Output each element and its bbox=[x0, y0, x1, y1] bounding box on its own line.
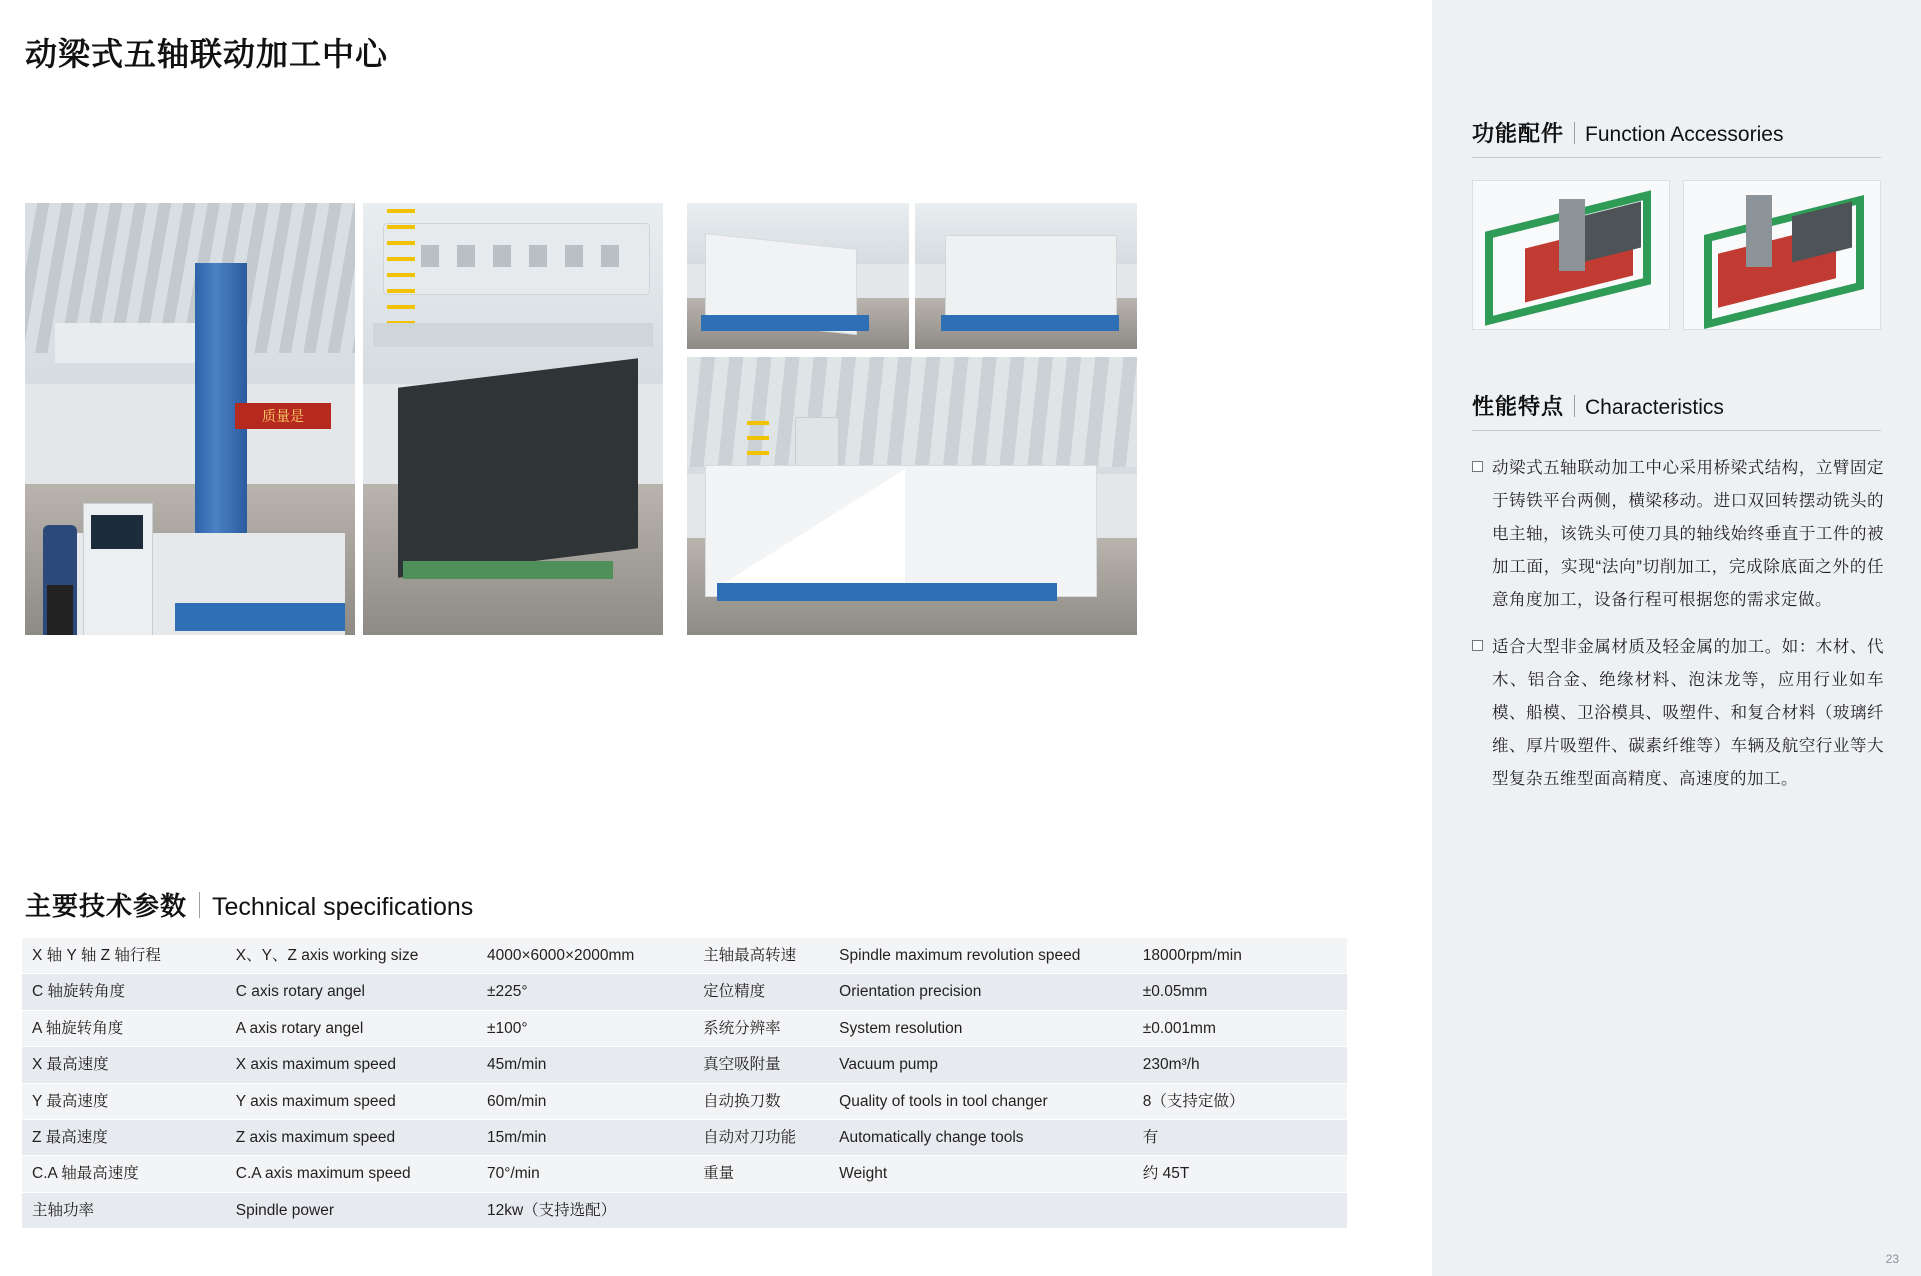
specifications-heading-en: Technical specifications bbox=[212, 893, 474, 921]
function-accessories-heading-cn: 功能配件 bbox=[1472, 121, 1565, 146]
table-row bbox=[22, 1010, 1347, 1046]
list-item bbox=[1472, 631, 1884, 796]
gantry-worktable-photo bbox=[363, 203, 663, 635]
cell-val-right: 8（支持定做） bbox=[1133, 1083, 1347, 1119]
heading-rule bbox=[1472, 157, 1881, 158]
cell-cn-left: 主轴功率 bbox=[22, 1192, 226, 1228]
specifications-heading bbox=[25, 886, 473, 923]
cell-en-left: A axis rotary angel bbox=[226, 1010, 477, 1046]
table-row bbox=[22, 1192, 1347, 1228]
cell-val-right: ±0.001mm bbox=[1133, 1010, 1347, 1046]
cell-val-left: ±225° bbox=[477, 974, 693, 1010]
cell-cn-left: A 轴旋转角度 bbox=[22, 1010, 226, 1046]
function-accessories-heading bbox=[1472, 117, 1783, 148]
cell-val-right: ±0.05mm bbox=[1133, 974, 1347, 1010]
accessory-render-left bbox=[1472, 180, 1670, 330]
cell-cn-left: X 最高速度 bbox=[22, 1047, 226, 1083]
cell-en-left: Z axis maximum speed bbox=[226, 1119, 477, 1155]
cell-cn-right: 重量 bbox=[693, 1156, 829, 1192]
cell-en-left: C axis rotary angel bbox=[226, 974, 477, 1010]
product-photo-gallery bbox=[25, 203, 1345, 635]
heading-rule bbox=[1472, 430, 1881, 431]
square-bullet-icon bbox=[1472, 461, 1483, 472]
cell-val-right: 18000rpm/min bbox=[1133, 938, 1347, 974]
cell-en-left: Y axis maximum speed bbox=[226, 1083, 477, 1119]
cell-cn-left: Z 最高速度 bbox=[22, 1119, 226, 1155]
accessory-render-row bbox=[1472, 180, 1881, 330]
frame-assembly-photo bbox=[687, 203, 909, 349]
cell-en-right: Quality of tools in tool changer bbox=[829, 1083, 1133, 1119]
cell-cn-right: 真空吸附量 bbox=[693, 1047, 829, 1083]
cell-en-right bbox=[829, 1192, 1133, 1228]
cell-cn-right: 自动换刀数 bbox=[693, 1083, 829, 1119]
list-item bbox=[1472, 452, 1884, 617]
cell-val-left: 60m/min bbox=[477, 1083, 693, 1119]
characteristics-heading-cn: 性能特点 bbox=[1472, 394, 1565, 419]
cell-cn-left: C 轴旋转角度 bbox=[22, 974, 226, 1010]
cell-val-left: 15m/min bbox=[477, 1119, 693, 1155]
characteristics-heading-en: Characteristics bbox=[1585, 396, 1724, 419]
quality-banner: 质量是 bbox=[235, 403, 331, 429]
accessory-render-right bbox=[1683, 180, 1881, 330]
characteristic-text: 动梁式五轴联动加工中心采用桥梁式结构，立臂固定于铸铁平台两侧，横梁移动。进口双回转摆动铣头的电主轴，该铣头可使刀具的轴线始终垂直于工件的被加工面，实现“法向”切削加工，完成除底面之外的任意角度加工，设备行程可根据您的需求定做。 bbox=[1492, 459, 1884, 609]
heading-divider bbox=[199, 892, 200, 918]
cell-val-left: 70°/min bbox=[477, 1156, 693, 1192]
cell-en-right: Spindle maximum revolution speed bbox=[829, 938, 1133, 974]
machine-overview-photo bbox=[25, 203, 355, 635]
specifications-table bbox=[22, 938, 1347, 1229]
cell-cn-right bbox=[693, 1192, 829, 1228]
table-row bbox=[22, 938, 1347, 974]
cell-en-left: Spindle power bbox=[226, 1192, 477, 1228]
table-row bbox=[22, 974, 1347, 1010]
cell-val-left: 45m/min bbox=[477, 1047, 693, 1083]
heading-divider bbox=[1574, 122, 1575, 144]
table-row bbox=[22, 1047, 1347, 1083]
table-row bbox=[22, 1119, 1347, 1155]
cell-val-right: 230m³/h bbox=[1133, 1047, 1347, 1083]
characteristics-list bbox=[1472, 452, 1884, 810]
cell-en-right: System resolution bbox=[829, 1010, 1133, 1046]
table-row bbox=[22, 1083, 1347, 1119]
cell-en-left: X axis maximum speed bbox=[226, 1047, 477, 1083]
cell-en-right: Automatically change tools bbox=[829, 1119, 1133, 1155]
cell-cn-right: 主轴最高转速 bbox=[693, 938, 829, 974]
cell-val-left: ±100° bbox=[477, 1010, 693, 1046]
characteristic-text: 适合大型非金属材质及轻金属的加工。如：木材、代木、铝合金、绝缘材料、泡沫龙等，应用行业如车模、船模、卫浴模具、吸塑件、和复合材料（玻璃纤维、厚片吸塑件、碳素纤维等）车辆及航空行业等大型复杂五维型面高精度、高速度的加工。 bbox=[1492, 638, 1884, 788]
cell-en-left: C.A axis maximum speed bbox=[226, 1156, 477, 1192]
function-accessories-heading-en: Function Accessories bbox=[1585, 123, 1784, 146]
cell-cn-left: C.A 轴最高速度 bbox=[22, 1156, 226, 1192]
cell-cn-left: X 轴 Y 轴 Z 轴行程 bbox=[22, 938, 226, 974]
cell-en-right: Weight bbox=[829, 1156, 1133, 1192]
cell-val-right bbox=[1133, 1192, 1347, 1228]
cell-val-left: 12kw（支持选配） bbox=[477, 1192, 693, 1228]
page-title: 动梁式五轴联动加工中心 bbox=[25, 36, 389, 73]
square-bullet-icon bbox=[1472, 640, 1483, 651]
characteristics-heading bbox=[1472, 390, 1724, 421]
sidebar bbox=[1432, 0, 1921, 1276]
cell-en-right: Orientation precision bbox=[829, 974, 1133, 1010]
specifications-heading-cn: 主要技术参数 bbox=[25, 891, 188, 921]
cell-en-right: Vacuum pump bbox=[829, 1047, 1133, 1083]
enclosed-machine-photo bbox=[687, 357, 1137, 635]
cell-cn-right: 自动对刀功能 bbox=[693, 1119, 829, 1155]
cell-cn-right: 定位精度 bbox=[693, 974, 829, 1010]
cell-en-left: X、Y、Z axis working size bbox=[226, 938, 477, 974]
machine-body-photo bbox=[915, 203, 1137, 349]
page-number: 23 bbox=[1885, 1252, 1899, 1266]
cell-cn-right: 系统分辨率 bbox=[693, 1010, 829, 1046]
heading-divider bbox=[1574, 395, 1575, 417]
cell-val-left: 4000×6000×2000mm bbox=[477, 938, 693, 974]
cell-cn-left: Y 最高速度 bbox=[22, 1083, 226, 1119]
cell-val-right: 有 bbox=[1133, 1119, 1347, 1155]
table-row bbox=[22, 1156, 1347, 1192]
cell-val-right: 约 45T bbox=[1133, 1156, 1347, 1192]
